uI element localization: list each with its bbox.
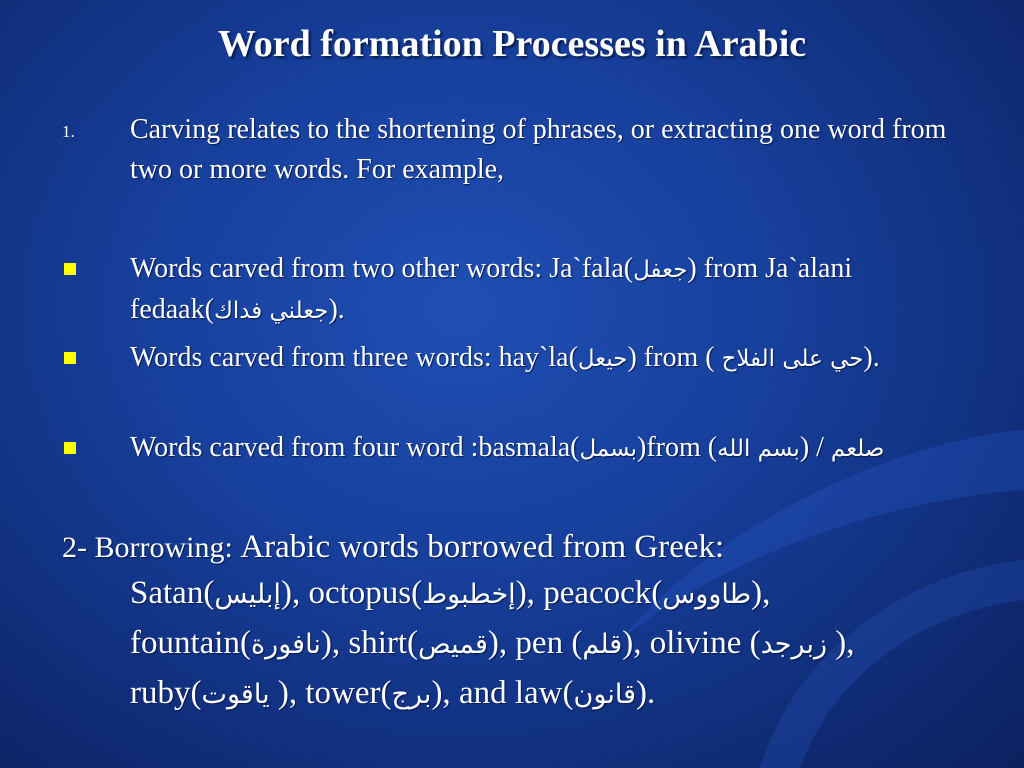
borrowing-heading: 2- Borrowing: Arabic words borrowed from Greek: <box>62 529 725 565</box>
list-number: 1. <box>62 122 75 141</box>
borrowed-words <box>130 569 990 719</box>
word-olivine: olivine (زبرجد ), <box>649 625 855 661</box>
word-pen: pen (قلم), <box>515 625 650 661</box>
slide-title: Word formation Processes in Arabic <box>217 23 807 65</box>
bullet-four-words: Words carved from four word :basmala(بسمل)from (بسم الله) / صلعم <box>130 432 885 463</box>
word-shirt: shirt(قميص), <box>348 625 516 661</box>
bullet-marker <box>64 263 76 275</box>
word-fountain: fountain(نافورة), <box>130 625 349 661</box>
word-law: and law(قانون). <box>458 675 656 711</box>
word-octopus: octopus(إخطبوط), <box>308 575 544 611</box>
word-tower: tower(برج), <box>305 675 459 711</box>
bullet-three-words: Words carved from three words: hay`la(حيعل) from ( حي على الفلاح). <box>130 342 880 373</box>
carving-definition: Carving relates to the shortening of phrases, or extracting one word from two or more words. For example, <box>130 114 947 185</box>
word-peacock: peacock(طاووس), <box>543 575 771 611</box>
word-ruby: ruby(ياقوت ), <box>130 675 306 711</box>
bullet-marker <box>64 442 76 454</box>
word-satan: Satan(إبليس), <box>130 575 309 611</box>
bullet-two-words: Words carved from two other words: Ja`fala(جعفل) from Ja`alani fedaak(جعلني فداك). <box>130 253 853 325</box>
bullet-marker <box>64 352 76 364</box>
